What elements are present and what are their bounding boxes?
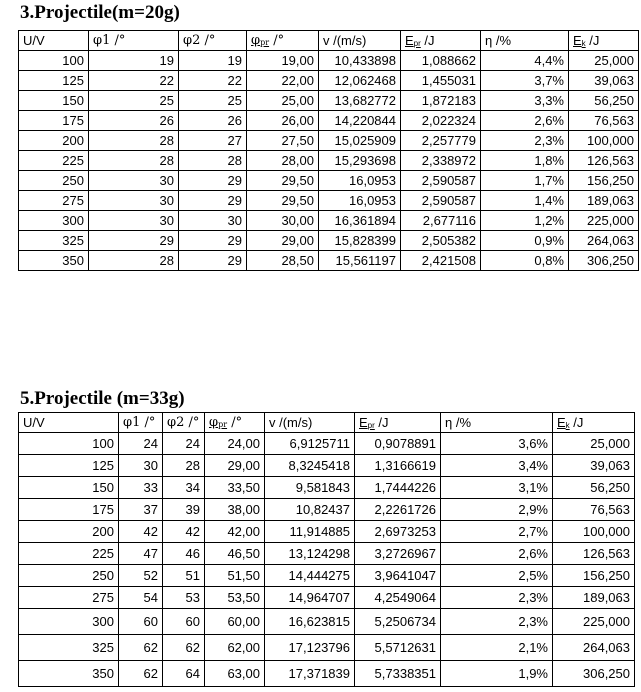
cell-e-k: 225,000 <box>569 211 639 231</box>
cell-e-k: 76,563 <box>553 499 635 521</box>
cell-phi-pr: 62,00 <box>205 635 265 661</box>
table-row <box>19 171 639 191</box>
cell-phi-pr: 29,00 <box>247 231 319 251</box>
cell-voltage: 225 <box>19 151 89 171</box>
cell-e-k: 56,250 <box>569 91 639 111</box>
cell-velocity: 16,0953 <box>319 171 401 191</box>
cell-efficiency: 2,3% <box>481 131 569 151</box>
table-row <box>19 131 639 151</box>
table-row <box>19 521 635 543</box>
cell-velocity: 9,581843 <box>265 477 355 499</box>
table-row <box>19 151 639 171</box>
cell-e-pr: 2,421508 <box>401 251 481 271</box>
cell-voltage: 300 <box>19 211 89 231</box>
cell-efficiency: 3,6% <box>441 433 553 455</box>
cell-e-k: 39,063 <box>553 455 635 477</box>
cell-e-pr: 2,6973253 <box>355 521 441 543</box>
cell-phi-pr: 53,50 <box>205 587 265 609</box>
cell-efficiency: 0,8% <box>481 251 569 271</box>
table-row <box>19 543 635 565</box>
cell-e-k: 76,563 <box>569 111 639 131</box>
cell-phi1: 62 <box>119 635 163 661</box>
cell-e-k: 100,000 <box>553 521 635 543</box>
cell-e-pr: 5,5712631 <box>355 635 441 661</box>
cell-efficiency: 4,4% <box>481 51 569 71</box>
cell-phi1: 42 <box>119 521 163 543</box>
cell-phi2: 42 <box>163 521 205 543</box>
cell-velocity: 14,444275 <box>265 565 355 587</box>
cell-efficiency: 2,3% <box>441 587 553 609</box>
header-phi1: φ1 /° <box>119 413 163 433</box>
header-phi2: φ2 /° <box>179 31 247 51</box>
cell-phi-pr: 63,00 <box>205 661 265 687</box>
header-phi1: φ1 /° <box>89 31 179 51</box>
cell-e-pr: 3,2726967 <box>355 543 441 565</box>
cell-phi1: 37 <box>119 499 163 521</box>
cell-efficiency: 3,1% <box>441 477 553 499</box>
cell-voltage: 125 <box>19 455 119 477</box>
cell-voltage: 350 <box>19 251 89 271</box>
cell-phi-pr: 29,50 <box>247 191 319 211</box>
cell-voltage: 300 <box>19 609 119 635</box>
cell-phi2: 27 <box>179 131 247 151</box>
cell-phi1: 29 <box>89 231 179 251</box>
cell-phi2: 28 <box>163 455 205 477</box>
cell-phi2: 28 <box>179 151 247 171</box>
cell-phi2: 51 <box>163 565 205 587</box>
cell-phi2: 26 <box>179 111 247 131</box>
cell-e-pr: 2,677116 <box>401 211 481 231</box>
table-row <box>19 455 635 477</box>
cell-e-pr: 1,088662 <box>401 51 481 71</box>
cell-phi2: 25 <box>179 91 247 111</box>
table1-header-row <box>19 31 639 51</box>
cell-phi1: 28 <box>89 131 179 151</box>
cell-voltage: 150 <box>19 91 89 111</box>
cell-voltage: 175 <box>19 111 89 131</box>
cell-velocity: 16,361894 <box>319 211 401 231</box>
cell-velocity: 13,124298 <box>265 543 355 565</box>
cell-velocity: 8,3245418 <box>265 455 355 477</box>
cell-voltage: 325 <box>19 231 89 251</box>
table-row <box>19 635 635 661</box>
header-efficiency: η /% <box>481 31 569 51</box>
header-e-pr: $E_{pr}$ /J <box>355 413 441 433</box>
cell-voltage: 150 <box>19 477 119 499</box>
table2-title: 5.Projectile (m=33g) <box>20 388 185 409</box>
cell-velocity: 11,914885 <box>265 521 355 543</box>
cell-e-k: 100,000 <box>569 131 639 151</box>
cell-e-k: 25,000 <box>553 433 635 455</box>
cell-phi1: 19 <box>89 51 179 71</box>
cell-phi1: 22 <box>89 71 179 91</box>
cell-phi-pr: 42,00 <box>205 521 265 543</box>
cell-velocity: 15,828399 <box>319 231 401 251</box>
cell-phi1: 54 <box>119 587 163 609</box>
cell-e-pr: 1,872183 <box>401 91 481 111</box>
cell-velocity: 12,062468 <box>319 71 401 91</box>
cell-phi-pr: 24,00 <box>205 433 265 455</box>
cell-velocity: 6,9125711 <box>265 433 355 455</box>
cell-e-k: 306,250 <box>569 251 639 271</box>
cell-phi2: 46 <box>163 543 205 565</box>
cell-efficiency: 3,4% <box>441 455 553 477</box>
cell-efficiency: 1,7% <box>481 171 569 191</box>
cell-e-k: 264,063 <box>553 635 635 661</box>
cell-velocity: 17,123796 <box>265 635 355 661</box>
header-e-k: $E_k$ /J <box>569 31 639 51</box>
cell-voltage: 275 <box>19 587 119 609</box>
cell-e-k: 156,250 <box>553 565 635 587</box>
cell-e-k: 126,563 <box>553 543 635 565</box>
cell-e-pr: 2,338972 <box>401 151 481 171</box>
cell-phi-pr: 29,00 <box>205 455 265 477</box>
cell-voltage: 100 <box>19 51 89 71</box>
cell-phi1: 52 <box>119 565 163 587</box>
table2 <box>18 412 635 687</box>
cell-phi2: 29 <box>179 171 247 191</box>
cell-phi-pr: 22,00 <box>247 71 319 91</box>
cell-phi1: 25 <box>89 91 179 111</box>
cell-e-pr: 1,3166619 <box>355 455 441 477</box>
table-row <box>19 71 639 91</box>
table-row <box>19 231 639 251</box>
cell-efficiency: 1,9% <box>441 661 553 687</box>
header-phi2: φ2 /° <box>163 413 205 433</box>
cell-e-pr: 5,2506734 <box>355 609 441 635</box>
cell-voltage: 250 <box>19 565 119 587</box>
cell-velocity: 15,293698 <box>319 151 401 171</box>
cell-efficiency: 2,6% <box>481 111 569 131</box>
table-row <box>19 433 635 455</box>
cell-e-k: 264,063 <box>569 231 639 251</box>
cell-phi-pr: 51,50 <box>205 565 265 587</box>
header-voltage: U/V <box>19 31 89 51</box>
table-row <box>19 51 639 71</box>
cell-phi2: 53 <box>163 587 205 609</box>
cell-phi2: 29 <box>179 251 247 271</box>
cell-efficiency: 0,9% <box>481 231 569 251</box>
cell-e-k: 189,063 <box>553 587 635 609</box>
cell-phi1: 33 <box>119 477 163 499</box>
cell-efficiency: 1,8% <box>481 151 569 171</box>
cell-phi2: 24 <box>163 433 205 455</box>
cell-phi1: 60 <box>119 609 163 635</box>
cell-voltage: 200 <box>19 521 119 543</box>
cell-velocity: 15,025909 <box>319 131 401 151</box>
table-row <box>19 111 639 131</box>
table-row <box>19 565 635 587</box>
cell-voltage: 350 <box>19 661 119 687</box>
header-e-k: $E_k$ /J <box>553 413 635 433</box>
cell-e-k: 156,250 <box>569 171 639 191</box>
cell-velocity: 17,371839 <box>265 661 355 687</box>
table-row <box>19 477 635 499</box>
cell-e-pr: 0,9078891 <box>355 433 441 455</box>
cell-voltage: 125 <box>19 71 89 91</box>
cell-efficiency: 2,6% <box>441 543 553 565</box>
cell-e-pr: 2,590587 <box>401 191 481 211</box>
cell-phi-pr: 27,50 <box>247 131 319 151</box>
header-velocity: v /(m/s) <box>319 31 401 51</box>
table1 <box>18 30 639 271</box>
header-velocity: v /(m/s) <box>265 413 355 433</box>
cell-efficiency: 1,2% <box>481 211 569 231</box>
cell-phi2: 39 <box>163 499 205 521</box>
cell-e-pr: 5,7338351 <box>355 661 441 687</box>
cell-phi1: 28 <box>89 151 179 171</box>
cell-e-pr: 2,505382 <box>401 231 481 251</box>
cell-voltage: 100 <box>19 433 119 455</box>
cell-e-k: 225,000 <box>553 609 635 635</box>
cell-phi-pr: 25,00 <box>247 91 319 111</box>
table-row <box>19 91 639 111</box>
cell-e-k: 25,000 <box>569 51 639 71</box>
cell-velocity: 16,0953 <box>319 191 401 211</box>
cell-voltage: 325 <box>19 635 119 661</box>
cell-phi-pr: 28,00 <box>247 151 319 171</box>
cell-phi2: 34 <box>163 477 205 499</box>
table-row <box>19 191 639 211</box>
cell-phi-pr: 33,50 <box>205 477 265 499</box>
cell-efficiency: 3,3% <box>481 91 569 111</box>
header-phi-pr: $\varphi_{pr}$ /° <box>205 413 265 433</box>
cell-phi-pr: 19,00 <box>247 51 319 71</box>
header-voltage: U/V <box>19 413 119 433</box>
cell-phi1: 26 <box>89 111 179 131</box>
cell-efficiency: 2,7% <box>441 521 553 543</box>
table-row <box>19 609 635 635</box>
cell-velocity: 16,623815 <box>265 609 355 635</box>
cell-velocity: 10,433898 <box>319 51 401 71</box>
cell-e-k: 56,250 <box>553 477 635 499</box>
cell-phi2: 22 <box>179 71 247 91</box>
cell-voltage: 225 <box>19 543 119 565</box>
cell-e-pr: 4,2549064 <box>355 587 441 609</box>
table1-title: 3.Projectile(m=20g) <box>20 2 180 23</box>
cell-velocity: 15,561197 <box>319 251 401 271</box>
header-efficiency: η /% <box>441 413 553 433</box>
cell-e-pr: 2,257779 <box>401 131 481 151</box>
cell-phi1: 30 <box>89 211 179 231</box>
cell-efficiency: 3,7% <box>481 71 569 91</box>
cell-efficiency: 2,1% <box>441 635 553 661</box>
cell-phi1: 24 <box>119 433 163 455</box>
table-row <box>19 587 635 609</box>
cell-e-k: 189,063 <box>569 191 639 211</box>
cell-phi1: 30 <box>89 171 179 191</box>
cell-phi1: 47 <box>119 543 163 565</box>
cell-phi2: 29 <box>179 191 247 211</box>
cell-efficiency: 2,5% <box>441 565 553 587</box>
cell-phi2: 64 <box>163 661 205 687</box>
header-phi-pr: $\varphi_{pr}$ /° <box>247 31 319 51</box>
table-row <box>19 499 635 521</box>
cell-velocity: 13,682772 <box>319 91 401 111</box>
table-row <box>19 661 635 687</box>
cell-e-k: 39,063 <box>569 71 639 91</box>
cell-e-k: 306,250 <box>553 661 635 687</box>
cell-e-pr: 1,455031 <box>401 71 481 91</box>
cell-phi-pr: 29,50 <box>247 171 319 191</box>
cell-voltage: 175 <box>19 499 119 521</box>
cell-e-pr: 2,022324 <box>401 111 481 131</box>
header-e-pr: $E_{pr}$ /J <box>401 31 481 51</box>
cell-phi-pr: 60,00 <box>205 609 265 635</box>
cell-phi-pr: 46,50 <box>205 543 265 565</box>
cell-phi1: 62 <box>119 661 163 687</box>
cell-velocity: 14,964707 <box>265 587 355 609</box>
table-row <box>19 211 639 231</box>
cell-phi-pr: 30,00 <box>247 211 319 231</box>
cell-velocity: 14,220844 <box>319 111 401 131</box>
cell-e-pr: 2,2261726 <box>355 499 441 521</box>
cell-e-pr: 3,9641047 <box>355 565 441 587</box>
cell-phi2: 19 <box>179 51 247 71</box>
cell-voltage: 250 <box>19 171 89 191</box>
cell-voltage: 200 <box>19 131 89 151</box>
cell-phi1: 30 <box>119 455 163 477</box>
cell-phi-pr: 28,50 <box>247 251 319 271</box>
cell-phi1: 30 <box>89 191 179 211</box>
cell-voltage: 275 <box>19 191 89 211</box>
cell-efficiency: 1,4% <box>481 191 569 211</box>
cell-e-pr: 2,590587 <box>401 171 481 191</box>
cell-phi1: 28 <box>89 251 179 271</box>
table2-header-row <box>19 413 635 433</box>
cell-phi-pr: 26,00 <box>247 111 319 131</box>
cell-phi2: 62 <box>163 635 205 661</box>
cell-phi2: 30 <box>179 211 247 231</box>
cell-e-k: 126,563 <box>569 151 639 171</box>
table-row <box>19 251 639 271</box>
cell-e-pr: 1,7444226 <box>355 477 441 499</box>
cell-phi2: 29 <box>179 231 247 251</box>
cell-phi2: 60 <box>163 609 205 635</box>
cell-efficiency: 2,3% <box>441 609 553 635</box>
cell-efficiency: 2,9% <box>441 499 553 521</box>
cell-phi-pr: 38,00 <box>205 499 265 521</box>
cell-velocity: 10,82437 <box>265 499 355 521</box>
